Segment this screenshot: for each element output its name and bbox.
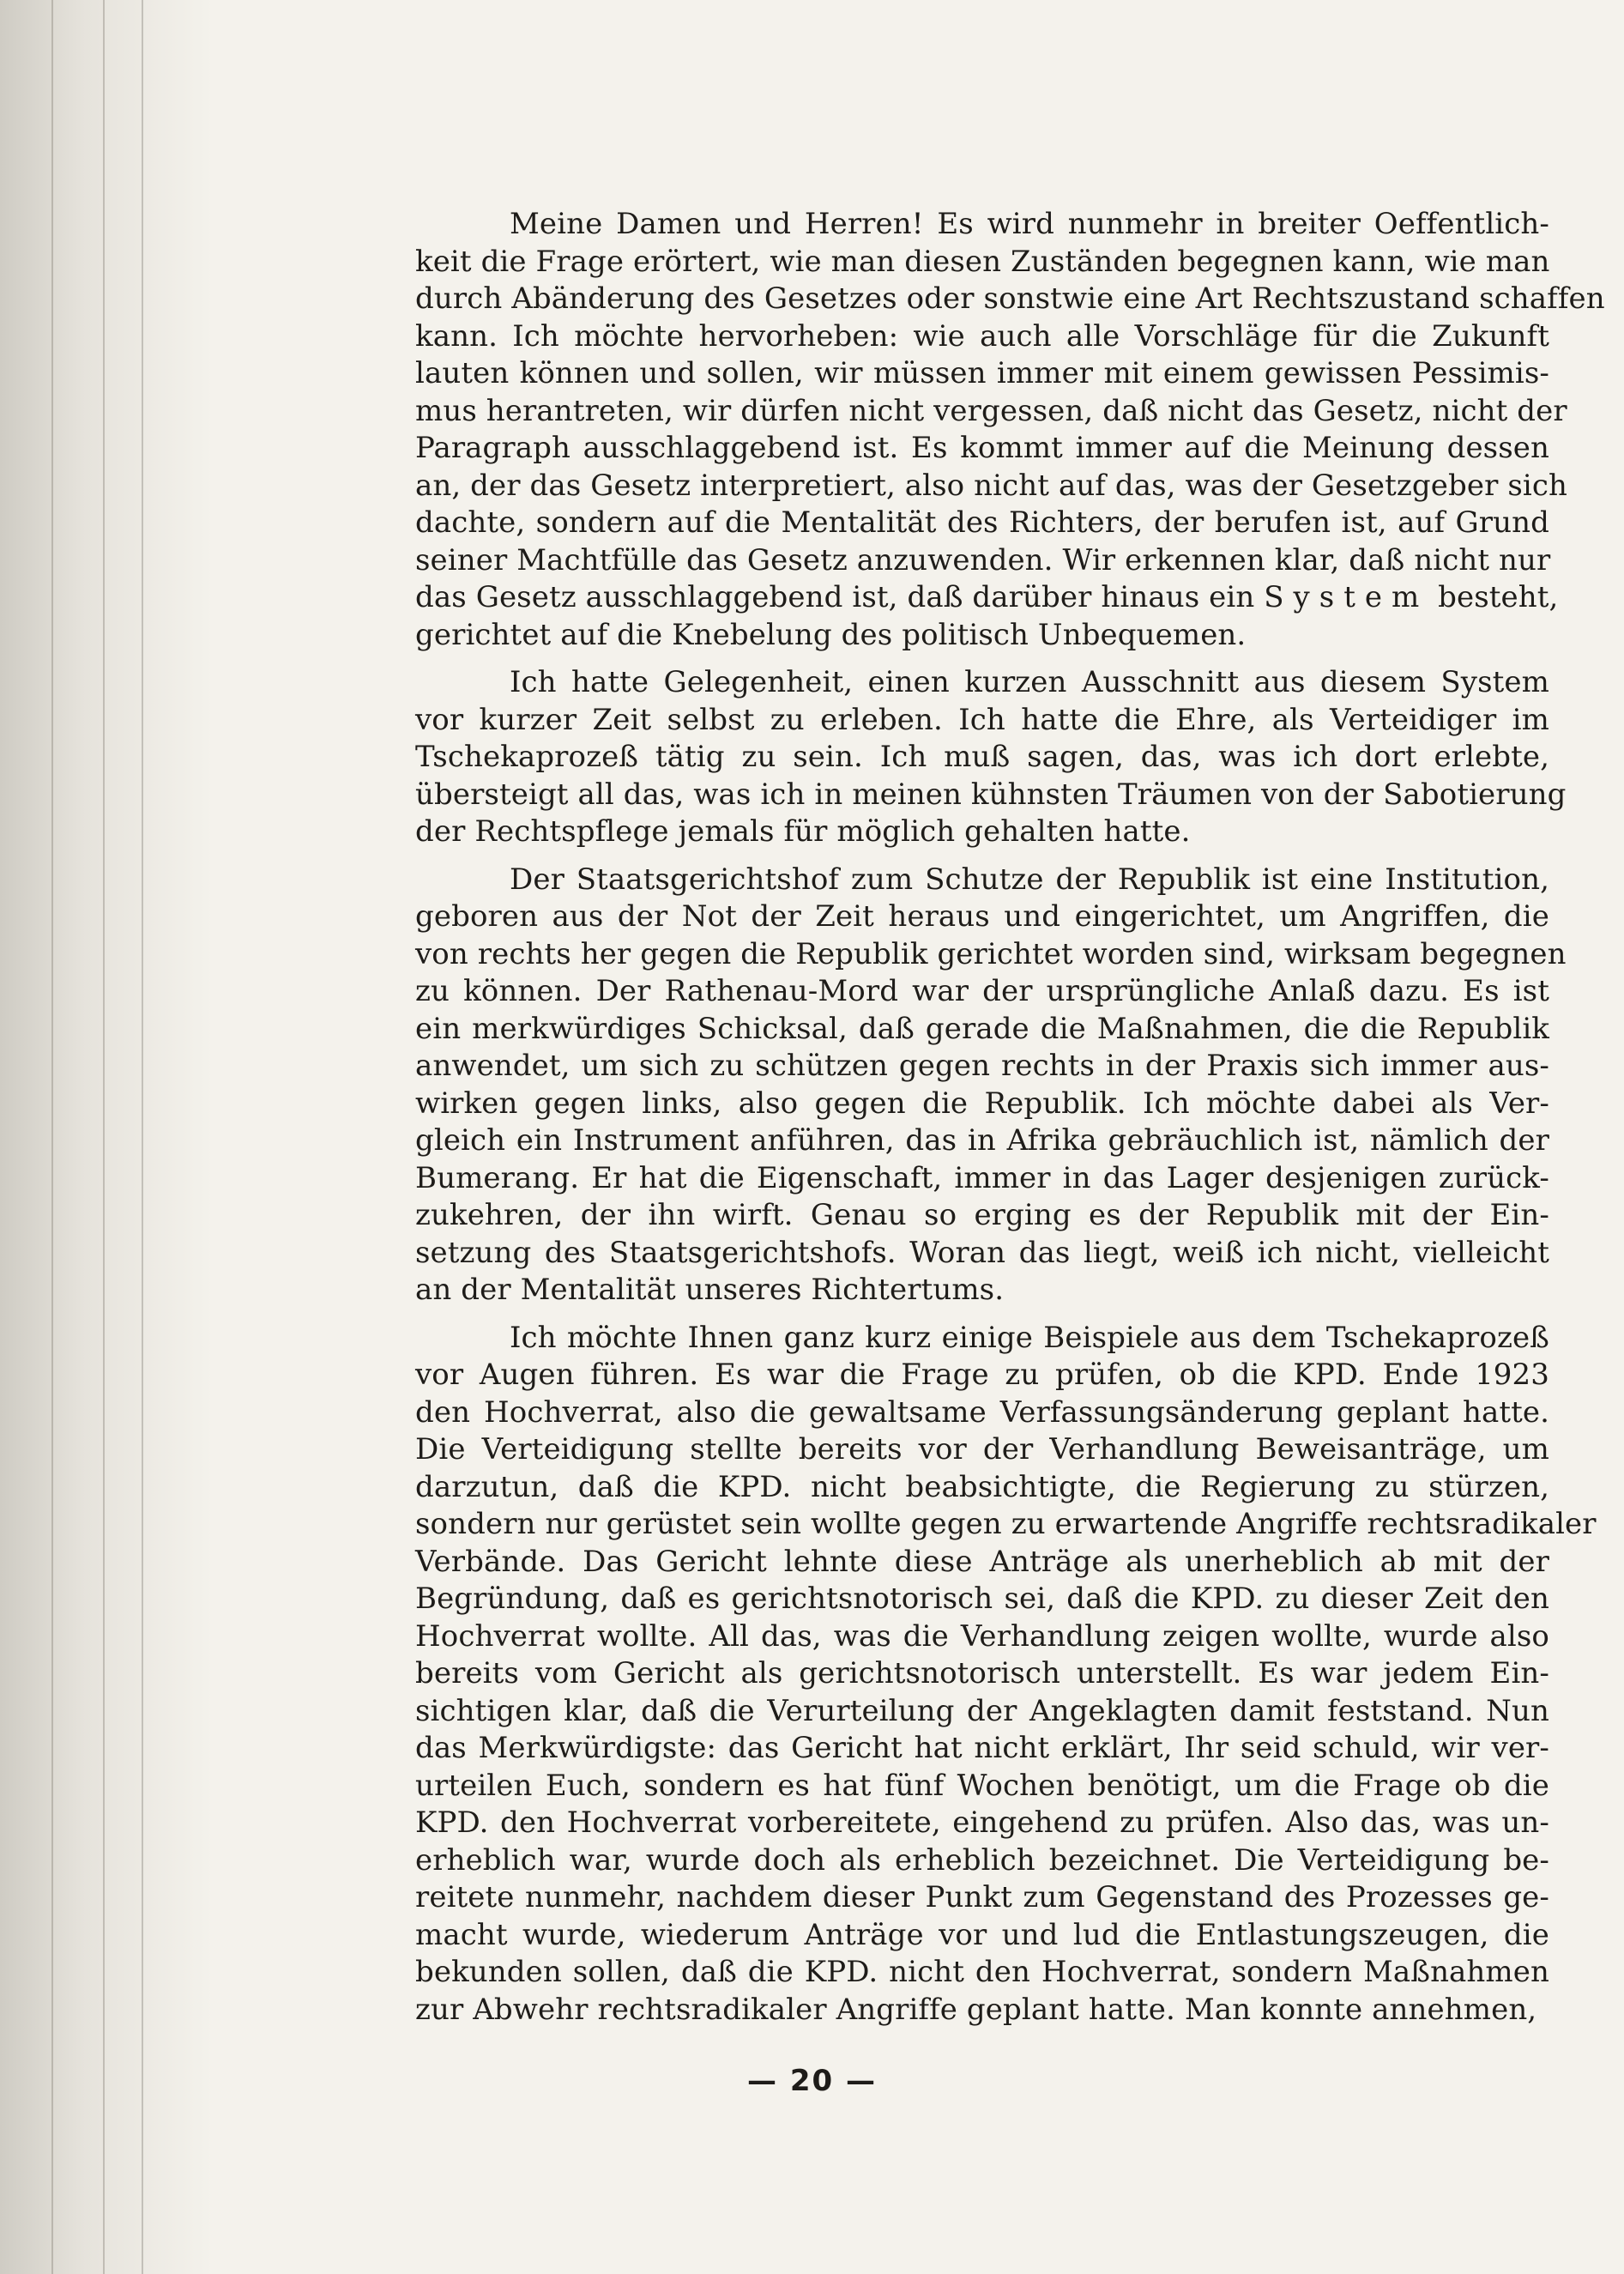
paragraph [415,664,1567,851]
text-line: ein merkwürdiges Schicksal, daß gerade die Maßnahmen, die die Republik [415,1011,1549,1046]
text-line: Bumerang. Er hat die Eigenschaft, immer in das Lager desjenigen zurück- [415,1160,1549,1195]
text-line: anwendet, um sich zu schützen gegen rechts in der Praxis sich immer aus- [415,1049,1549,1083]
text-line: geboren aus der Not der Zeit heraus und eingerichtet, um Angriffen, die [415,899,1549,934]
text-line [415,579,1559,617]
text-line: an, der das Gesetz interpretiert, also nicht auf das, was der Gesetzgeber sich [415,468,1567,503]
text-line: vor kurzer Zeit selbst zu erleben. Ich hatte die Ehre, als Verteidiger im [415,702,1549,737]
text-line: Verbände. Das Gericht lehnte diese Anträge als unerheblich ab mit der [415,1544,1549,1579]
text-line: zu können. Der Rathenau-Mord war der ursprüngliche Anlaß dazu. Es ist [415,974,1549,1008]
page-edge-line [103,0,105,2274]
body-text [415,206,1605,2039]
text-line: von rechts her gegen die Republik gerichtet worden sind, wirksam begegnen [415,936,1567,971]
text-line: Die Verteidigung stellte bereits vor der Verhandlung Beweisanträge, um [415,1432,1549,1467]
paragraph [415,862,1567,1309]
text-line: reitete nunmehr, nachdem dieser Punkt zum Gegenstand des Prozesses ge- [415,1880,1549,1914]
text-line: macht wurde, wiederum Anträge vor und lud die Entlastungszeugen, die [415,1917,1549,1952]
text-line: mus herantreten, wir dürfen nicht vergessen, daß nicht das Gesetz, nicht der [415,393,1567,428]
text-line: Ich hatte Gelegenheit, einen kurzen Ausschnitt aus diesem System [510,665,1549,699]
text-line: seiner Machtfülle das Gesetz anzuwenden. Wir erkennen klar, daß nicht nur [415,542,1551,578]
text-line: das Merkwürdigste: das Gericht hat nicht erklärt, Ihr seid schuld, wir ver- [415,1731,1549,1765]
text-line: lauten können und sollen, wir müssen immer mit einem gewissen Pessimis- [415,356,1549,390]
text-line: dachte, sondern auf die Mentalität des Richters, der berufen ist, auf Grund [415,505,1549,540]
page-edge-line [51,0,53,2274]
text-line: setzung des Staatsgerichtshofs. Woran das liegt, weiß ich nicht, vielleicht [415,1235,1549,1270]
text-line: KPD. den Hochverrat vorbereitete, eingehend zu prüfen. Also das, was un- [415,1805,1549,1840]
text-line: zukehren, der ihn wirft. Genau so erging es der Republik mit der Ein- [415,1198,1549,1232]
paragraph [415,206,1605,654]
scanned-page-edge [0,0,214,2274]
text-line: vor Augen führen. Es war die Frage zu prüfen, ob die KPD. Ende 1923 [415,1358,1549,1392]
text-line: der Rechtspflege jemals für möglich gehalten hatte. [415,814,1191,849]
text-line: an der Mentalität unseres Richtertums. [415,1273,1005,1307]
text-line: bereits vom Gericht als gerichtsnotorisch unterstellt. Es war jedem Ein- [415,1656,1549,1690]
text-line: Tschekaprozeß tätig zu sein. Ich muß sagen, das, was ich dort erlebte, [415,740,1549,774]
text-line: gleich ein Instrument anführen, das in Afrika gebräuchlich ist, nämlich der [415,1123,1549,1158]
text-line: Ich möchte Ihnen ganz kurz einige Beispiele aus dem Tschekaprozeß [510,1320,1549,1355]
text-line: sichtigen klar, daß die Verurteilung der Angeklagten damit feststand. Nun [415,1693,1549,1728]
text-line: durch Abänderung des Gesetzes oder sonstwie eine Art Rechtszustand schaffen [415,281,1605,316]
text-line: darzutun, daß die KPD. nicht beabsichtigte, die Regierung zu stürzen, [415,1469,1549,1504]
text-line: den Hochverrat, also die gewaltsame Verfassungsänderung geplant hatte. [415,1394,1549,1430]
page-number: — 20 — [747,2064,877,2098]
text-line: sondern nur gerüstet sein wollte gegen zu erwartende Angriffe rechtsradikaler [415,1507,1597,1541]
paragraph [415,1320,1597,2029]
text-line: Begründung, daß es gerichtsnotorisch sei, daß die KPD. zu dieser Zeit den [415,1582,1549,1616]
text-line: keit die Frage erörtert, wie man diesen Zuständen begegnen kann, wie man [415,244,1550,279]
text-line: Meine Damen und Herren! Es wird nunmehr in breiter Oeffentlich- [510,207,1549,241]
text-segment: das Gesetz ausschlaggebend ist, daß darüber hinaus ein [415,580,1265,614]
text-line: kann. Ich möchte hervorheben: wie auch alle Vorschläge für die Zukunft [415,318,1549,354]
text-line: übersteigt all das, was ich in meinen kühnsten Träumen von der Sabotierung [415,777,1567,812]
spaced-word: System [1264,580,1429,614]
text-line: Hochverrat wollte. All das, was die Verhandlung zeigen wollte, wurde also [415,1618,1549,1654]
text-segment: besteht, [1428,580,1559,614]
page-edge-line [142,0,143,2274]
text-line: wirken gegen links, also gegen die Republik. Ich möchte dabei als Ver- [415,1086,1549,1121]
text-line: erheblich war, wurde doch als erheblich bezeichnet. Die Verteidigung be- [415,1842,1549,1878]
text-line: Der Staatsgerichtshof zum Schutze der Republik ist eine Institution, [510,862,1549,897]
text-line: gerichtet auf die Knebelung des politisch Unbequemen. [415,617,1247,652]
text-line: Paragraph ausschlaggebend ist. Es kommt immer auf die Meinung dessen [415,431,1549,465]
text-line: bekunden sollen, daß die KPD. nicht den Hochverrat, sondern Maßnahmen [415,1955,1549,1989]
text-line: zur Abwehr rechtsradikaler Angriffe geplant hatte. Man konnte annehmen, [415,1992,1537,2027]
text-line: urteilen Euch, sondern es hat fünf Wochen benötigt, um die Frage ob die [415,1768,1549,1803]
